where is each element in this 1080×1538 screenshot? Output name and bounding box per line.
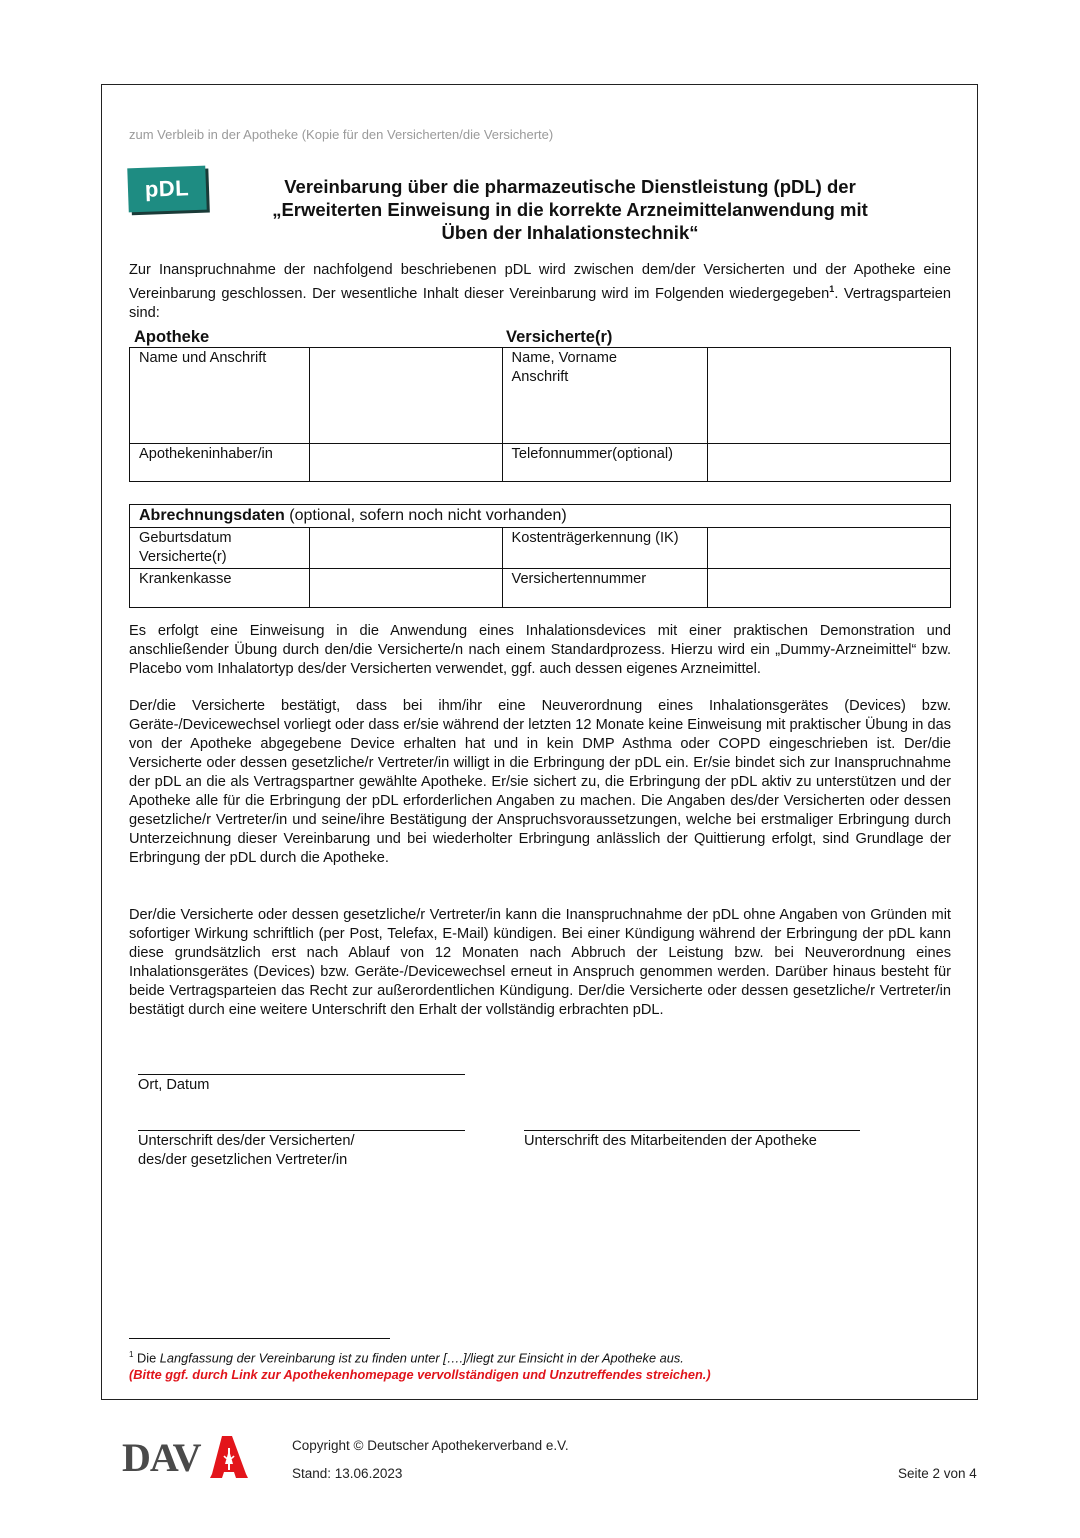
pdl-logo-text: pDL bbox=[144, 175, 190, 202]
paragraph-bestaetigung: Der/die Versicherte bestätigt, dass bei ihm/ihr eine Neuverordnung eines Inhalationsgerätes (Devices) bzw. Geräte-/Devicewechsel vorliegt oder dass er/sie während der letzten 12 Monate keine Einweisung mit praktischer Übung in das von der Apotheke abgegebene Device erhalten hat und in kein DMP Asthma oder COPD eingeschrieben ist. Der/die Versicherte oder dessen gesetzliche/r Vertreter/in willigt in die Erbringung der pDL ein. Er/sie bindet sich zur Inanspruchnahme der pDL an die als Vertragspartner gewählte Apotheke. Er/sie sichert zu, die Erbringung der pDL aktiv zu unterstützen und der Apotheke alle für die Erbringung der pDL erforderlichen Angaben zu machen. Die Angaben des/der Versicherten oder dessen gesetzliche/r Vertreter/in und seine/ihre Bestätigung der Anspruchsvoraussetzungen, welche bei erstmaliger Erbringung durch Unterzeichnung dieser Vereinbarung und bei wiederholter Erbringung anlässlich der Quittierung erfolgt, sind Grundlage der Erbringung der pDL durch die Apotheke. bbox=[129, 698, 951, 866]
label-apothekeninhaber: Apothekeninhaber/in bbox=[130, 444, 310, 482]
heading-apotheke: Apotheke bbox=[134, 328, 210, 346]
pdl-logo bbox=[127, 166, 206, 213]
heading-versicherte: Versicherte(r) bbox=[506, 328, 613, 346]
signature-line-staff[interactable] bbox=[524, 1130, 860, 1131]
field-krankenkasse[interactable] bbox=[309, 569, 502, 608]
field-apotheke-name[interactable] bbox=[309, 348, 502, 444]
field-kostentraegerkennung[interactable] bbox=[708, 528, 951, 569]
dav-logo-text: DAV bbox=[122, 1435, 201, 1480]
label-staff-signature: Unterschrift des Mitarbeitenden der Apotheke bbox=[524, 1133, 817, 1149]
title-line-2: „Erweiterten Einweisung in die korrekte Arzneimittelanwendung mit bbox=[272, 199, 868, 220]
field-apothekeninhaber[interactable] bbox=[309, 444, 502, 482]
footnote-divider bbox=[129, 1338, 390, 1339]
paragraph-kuendigung: Der/die Versicherte oder dessen gesetzliche/r Vertreter/in kann die Inanspruchnahme der pDL ohne Angaben von Gründen mit sofortiger Wirkung schriftlich (per Post, Telefax, E-Mail) kündigen. Bei einer Kündigung während der Erbringung der pDL kann diese grundsätzlich erst nach Ablauf von 12 Monaten nach Abbruch der Leistung bzw. bei Neuverordnung eines Inhalationsgerätes (Devices) bzw. Geräte-/Devicewechsel erneut in Anspruch genommen werden. Darüber hinaus besteht für beide Vertragsparteien das Recht zur außerordentlichen Kündigung. Der/die Versicherte oder dessen gesetzliche/r Vertreter/in bestätigt durch eine weitere Unterschrift den Erhalt der vollständig erbrachten pDL. bbox=[129, 907, 951, 1018]
table-row bbox=[130, 569, 951, 608]
label-krankenkasse: Krankenkasse bbox=[130, 569, 310, 608]
field-versichertennummer[interactable] bbox=[708, 569, 951, 608]
label-telefonnummer: Telefonnummer(optional) bbox=[502, 444, 708, 482]
footnote-text: $^1$ Die Langfassung der Vereinbarung ist zu finden unter [….]/liegt zur Einsicht in der Apotheke aus. bbox=[129, 1350, 684, 1366]
label-insured-signature: Unterschrift des/der Versicherten/ des/der gesetzlichen Vertreter/in bbox=[138, 1133, 355, 1168]
signature-line-insured[interactable] bbox=[138, 1130, 465, 1131]
parties-table bbox=[129, 347, 951, 482]
paragraph-einweisung: Es erfolgt eine Einweisung in die Anwendung eines Inhalationsdevices mit einer praktischen Demonstration und anschließender Übung durch den/die Versicherte/n nach einem Standardprozess. Hierzu wird ein „Dummy-Arzneimittel“ bzw. Placebo vom Inhalatortyp des/der Versicherten verwendet, ggf. auch dessen eigenes Arzneimittel. bbox=[129, 623, 951, 677]
apotheken-a-icon bbox=[210, 1434, 248, 1480]
footer-copyright: Copyright © Deutscher Apothekerverband e.V. bbox=[292, 1438, 569, 1453]
label-geburtsdatum: Geburtsdatum Versicherte(r) bbox=[130, 528, 310, 569]
signature-line-place-date[interactable] bbox=[138, 1074, 465, 1075]
label-versichertennummer: Versichertennummer bbox=[502, 569, 708, 608]
field-telefonnummer[interactable] bbox=[708, 444, 951, 482]
field-geburtsdatum[interactable] bbox=[309, 528, 502, 569]
page-title bbox=[220, 175, 920, 244]
field-versicherte-name[interactable] bbox=[708, 348, 951, 444]
billing-table bbox=[129, 504, 951, 608]
label-place-date: Ort, Datum bbox=[138, 1077, 210, 1093]
footer-stand-date: Stand: 13.06.2023 bbox=[292, 1466, 403, 1481]
label-versicherte-name: Name, Vorname Anschrift bbox=[502, 348, 708, 444]
title-line-3: Üben der Inhalationstechnik“ bbox=[441, 222, 699, 243]
footnote-instruction: (Bitte ggf. durch Link zur Apothekenhomepage vervollständigen und Unzutreffendes streichen.) bbox=[129, 1367, 711, 1382]
title-line-1: Vereinbarung über die pharmazeutische Dienstleistung (pDL) der bbox=[284, 176, 856, 197]
intro-paragraph: Zur Inanspruchnahme der nachfolgend beschriebenen pDL wird zwischen dem/der Versicherten und der Apotheke eine Vereinbarung geschlossen. Der wesentliche Inhalt dieser Vereinbarung wird im Folgenden wiedergegeben$^1$. Vertragsparteien sind: bbox=[129, 262, 951, 321]
label-kostentraegerkennung: Kostenträgerkennung (IK) bbox=[502, 528, 708, 569]
footer-page-number: Seite 2 von 4 bbox=[898, 1466, 977, 1481]
table-row bbox=[130, 528, 951, 569]
table-row bbox=[130, 444, 951, 482]
copy-note: zum Verbleib in der Apotheke (Kopie für den Versicherten/die Versicherte) bbox=[129, 127, 554, 142]
billing-heading: Abrechnungsdaten (optional, sofern noch nicht vorhanden) bbox=[130, 505, 951, 528]
footnote-ref: 1 bbox=[829, 284, 835, 294]
table-row bbox=[130, 348, 951, 444]
table-row bbox=[130, 505, 951, 528]
label-apotheke-name: Name und Anschrift bbox=[130, 348, 310, 444]
